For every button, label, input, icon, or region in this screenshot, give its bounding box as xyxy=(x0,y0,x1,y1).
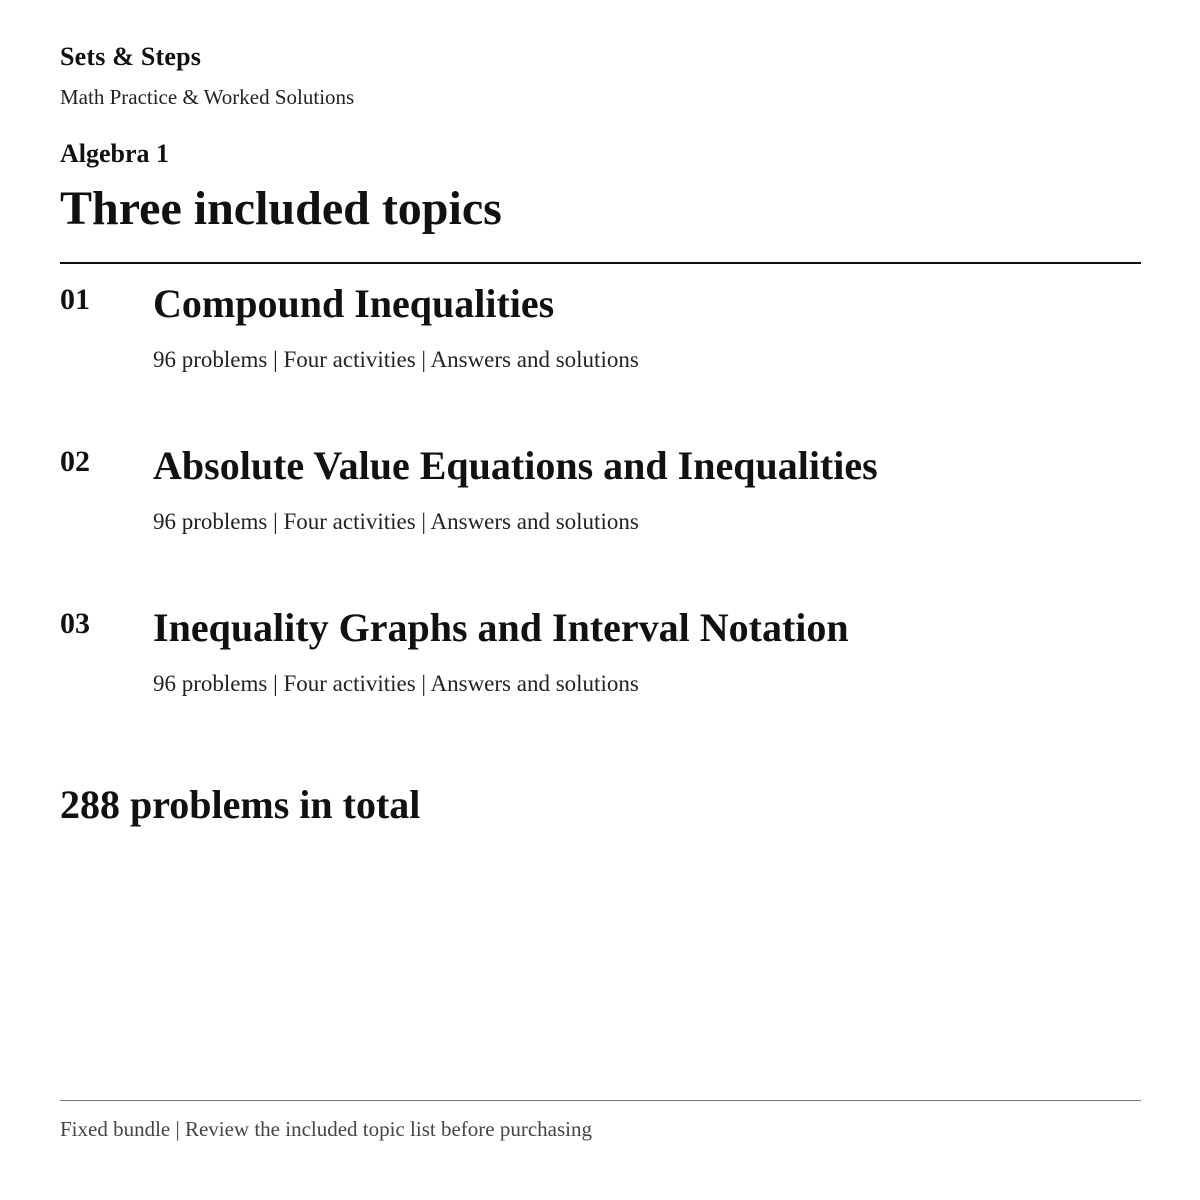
topic-item xyxy=(60,606,1141,736)
topic-title: Inequality Graphs and Interval Notation xyxy=(153,605,849,650)
page-title: Three included topics xyxy=(60,182,502,235)
topic-item xyxy=(60,282,1141,412)
topic-number: 01 xyxy=(60,283,90,316)
brand-tagline: Math Practice & Worked Solutions xyxy=(60,85,355,109)
brand-name: Sets & Steps xyxy=(60,42,202,71)
topic-meta: 96 problems | Four activities | Answers and solutions xyxy=(153,347,639,372)
course-label: Algebra 1 xyxy=(60,139,170,168)
footer-divider xyxy=(60,1100,1141,1101)
topic-title: Absolute Value Equations and Inequalities xyxy=(153,443,878,488)
footer-note: Fixed bundle | Review the included topic list before purchasing xyxy=(60,1117,592,1141)
total-problems: 288 problems in total xyxy=(60,782,421,827)
topic-item xyxy=(60,444,1141,574)
topic-number: 03 xyxy=(60,607,90,640)
title-divider xyxy=(60,262,1141,264)
topic-number: 02 xyxy=(60,445,90,478)
topic-meta: 96 problems | Four activities | Answers and solutions xyxy=(153,509,639,534)
topic-meta: 96 problems | Four activities | Answers and solutions xyxy=(153,671,639,696)
topic-title: Compound Inequalities xyxy=(153,281,555,326)
